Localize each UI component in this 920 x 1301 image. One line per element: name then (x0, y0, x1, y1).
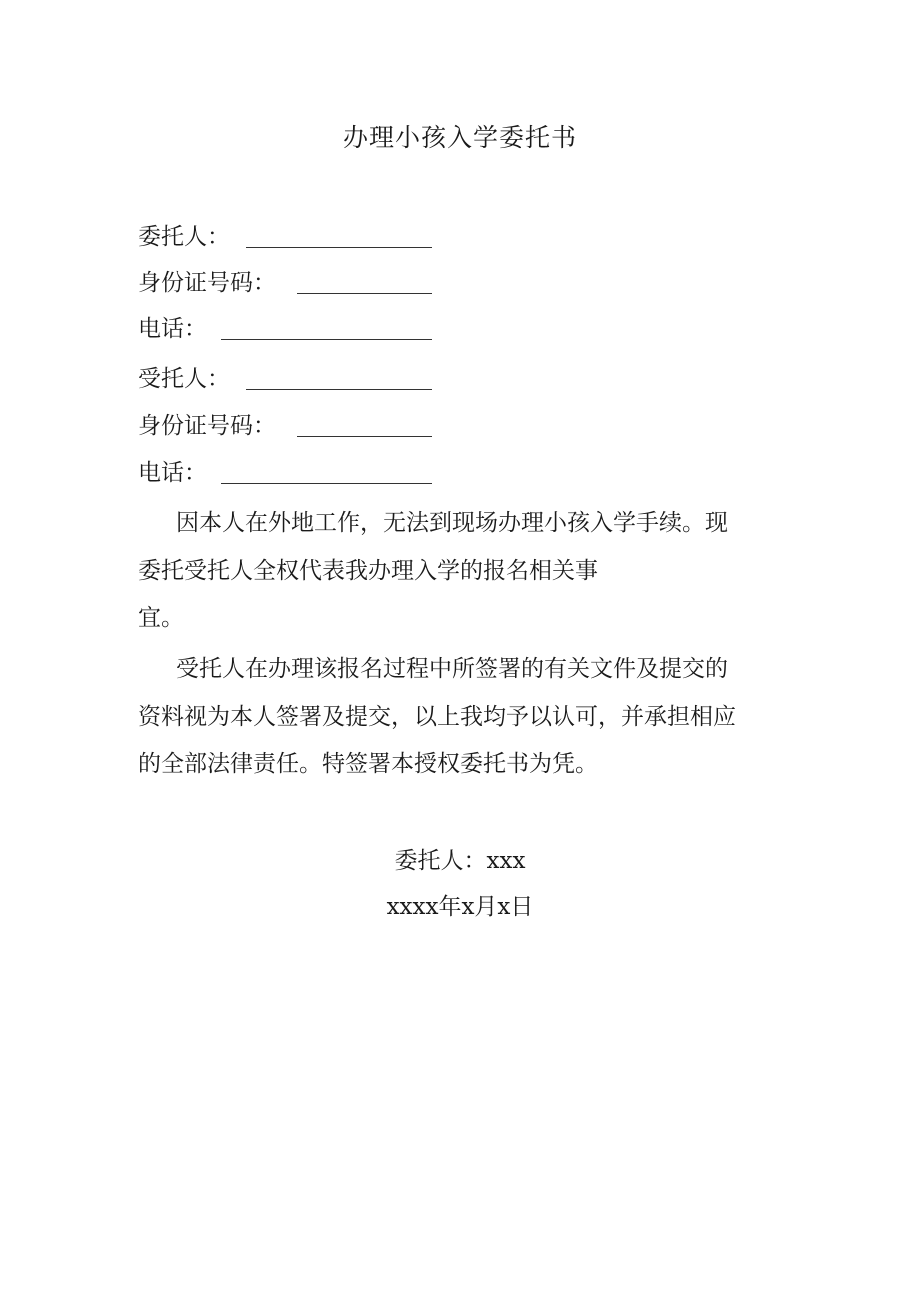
authorization-paragraph (138, 500, 788, 643)
signature-principal: 委托人：xxx (394, 848, 526, 874)
document-title: 办理小孩入学委托书 (342, 123, 577, 152)
fill-in-blank (297, 293, 432, 294)
paragraph-line: 委托受托人全权代表我办理入学的报名相关事 (138, 557, 598, 584)
field-label: 身份证号码： (138, 413, 276, 439)
paragraph-line: 受托人在办理该报名过程中所签署的有关文件及提交的 (176, 656, 728, 682)
fill-in-blank (297, 436, 432, 437)
responsibility-paragraph (138, 646, 788, 789)
field-label: 受托人： (138, 366, 230, 392)
fill-in-blank (221, 339, 432, 340)
field-agent-id (138, 406, 438, 446)
field-label: 委托人： (138, 224, 230, 250)
field-principal-name (138, 217, 438, 257)
field-label: 电话： (138, 460, 207, 486)
fill-in-blank (246, 247, 432, 248)
field-agent-phone (138, 453, 438, 493)
fill-in-blank (246, 389, 432, 390)
fill-in-blank (221, 483, 432, 484)
signature-date: xxxx年x月x日 (386, 894, 534, 920)
paragraph-line: 的全部法律责任。特签署本授权委托书为凭。 (138, 751, 598, 777)
field-label: 电话： (138, 316, 207, 342)
field-label: 身份证号码： (138, 270, 276, 296)
field-principal-phone (138, 309, 438, 349)
paragraph-line: 资料视为本人签署及提交，以上我均予以认可，并承担相应 (138, 703, 736, 730)
paragraph-line: 因本人在外地工作，无法到现场办理小孩入学手续。现 (176, 510, 728, 536)
field-agent-name (138, 359, 438, 399)
paragraph-line: 宜。 (138, 605, 184, 631)
field-principal-id (138, 263, 438, 303)
